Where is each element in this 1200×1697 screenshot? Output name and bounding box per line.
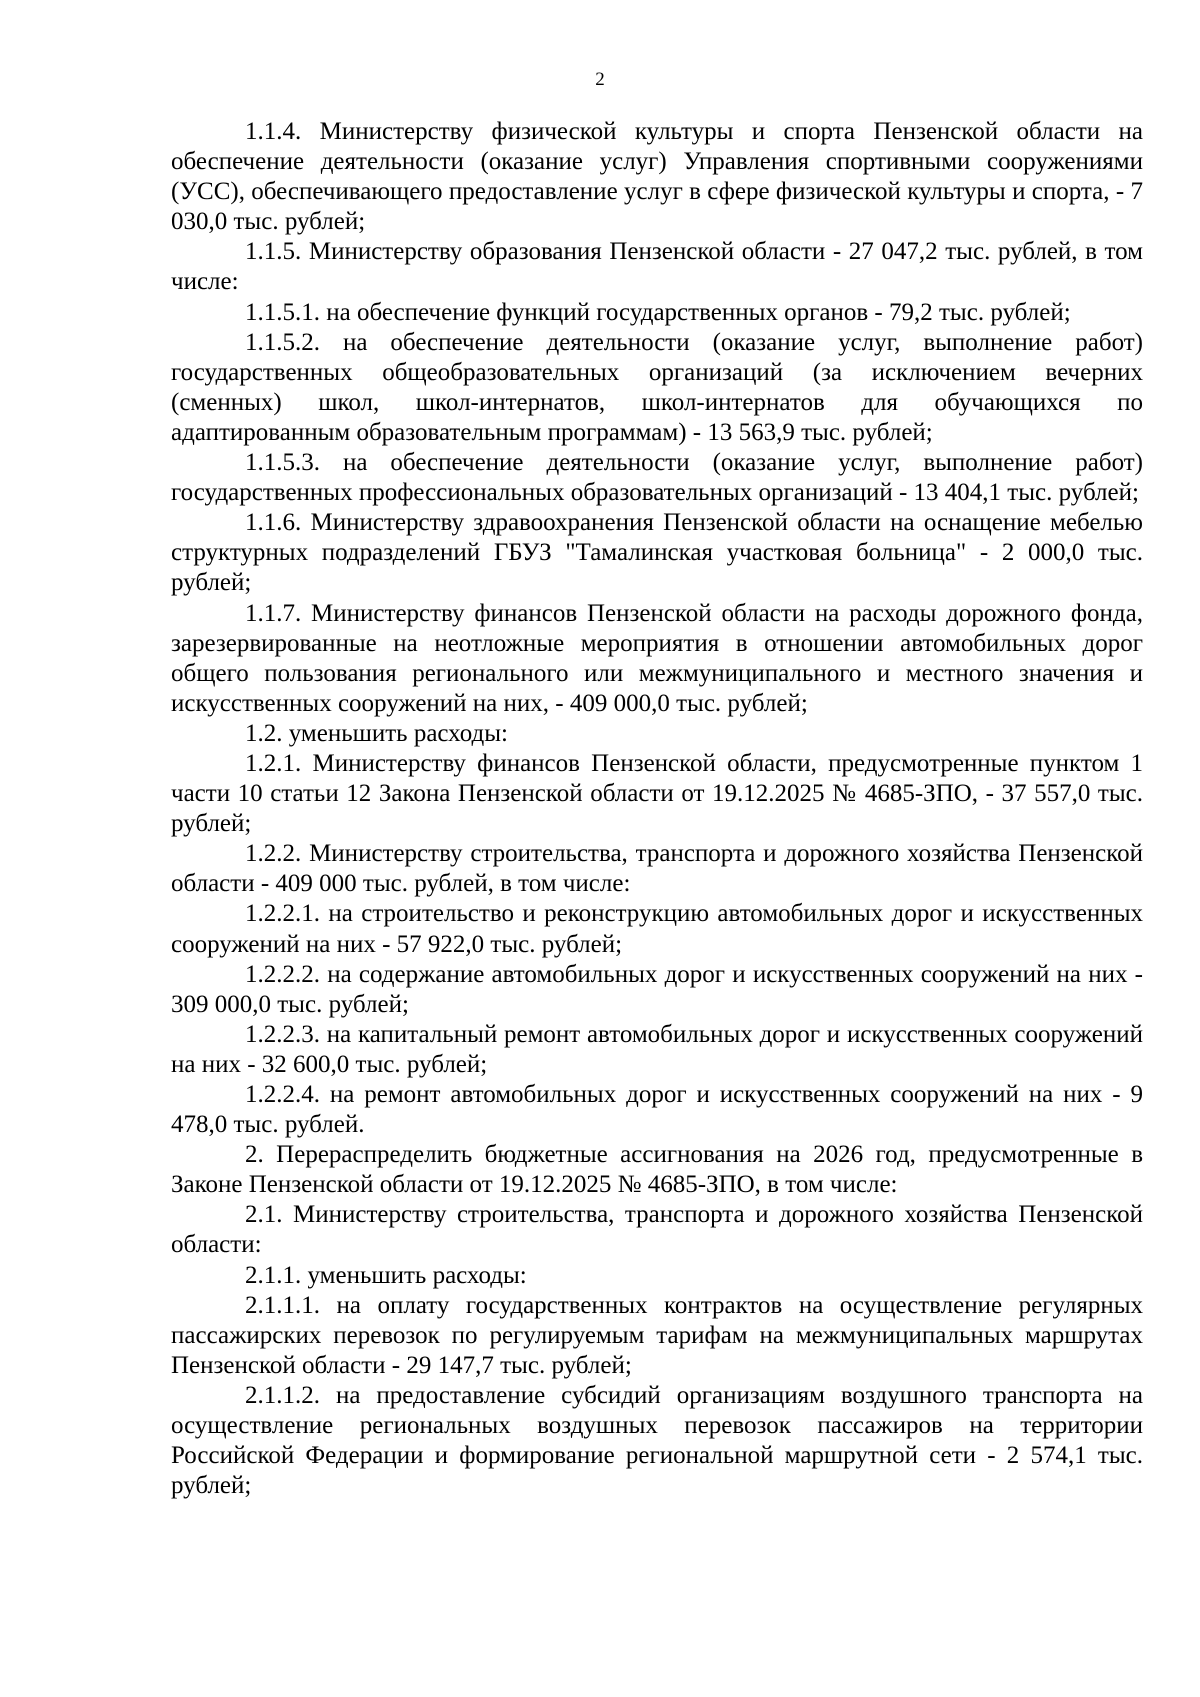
paragraph-1-1-7: 1.1.7. Министерству финансов Пензенской области на расходы дорожного фонда, зарезервированные на неотложные мероприятия в отношении автомобильных дорог общего пользования регионального или межмуниципального и местного значения и искусственных сооружений на них, - 409 000,0 тыс. рублей; [171, 599, 1143, 717]
paragraph-1-2-1: 1.2.1. Министерству финансов Пензенской области, предусмотренные пунктом 1 части 10 статьи 12 Закона Пензенской области от 19.12.2025 № 4685-ЗПО, - 37 557,0 тыс. рублей; [171, 749, 1143, 838]
paragraph-1-1-4: 1.1.4. Министерству физической культуры и спорта Пензенской области на обеспечение деятельности (оказание услуг) Управления спортивными сооружениями (УСС), обеспечивающего предоставление услуг в сфере физической культуры и спорта, - 7 030,0 тыс. рублей; [171, 118, 1143, 236]
paragraph-1-1-5: 1.1.5. Министерству образования Пензенской области - 27 047,2 тыс. рублей, в том числе: [171, 238, 1143, 296]
paragraph-1-2: 1.2. уменьшить расходы: [245, 719, 508, 747]
paragraph-2: 2. Перераспределить бюджетные ассигнования на 2026 год, предусмотренные в Законе Пензенской области от 19.12.2025 № 4685-ЗПО, в том числе: [171, 1141, 1143, 1199]
paragraph-1-2-2-4: 1.2.2.4. на ремонт автомобильных дорог и искусственных сооружений на них - 9 478,0 тыс. рублей. [171, 1081, 1143, 1139]
paragraph-1-1-5-3: 1.1.5.3. на обеспечение деятельности (оказание услуг, выполнение работ) государственных профессиональных образовательных организаций - 13 404,1 тыс. рублей; [171, 449, 1143, 507]
paragraph-1-2-2-2: 1.2.2.2. на содержание автомобильных дорог и искусственных сооружений на них - 309 000,0 тыс. рублей; [171, 960, 1143, 1018]
paragraph-2-1: 2.1. Министерству строительства, транспорта и дорожного хозяйства Пензенской области: [171, 1201, 1143, 1259]
paragraph-2-1-1-2: 2.1.1.2. на предоставление субсидий организациям воздушного транспорта на осуществление региональных воздушных перевозок пассажиров на территории Российской Федерации и формирование региональной маршрутной сети - 2 574,1 тыс. рублей; [171, 1381, 1143, 1500]
paragraph-2-1-1: 2.1.1. уменьшить расходы: [245, 1261, 527, 1289]
paragraph-1-1-6: 1.1.6. Министерству здравоохранения Пензенской области на оснащение мебелью структурных подразделений ГБУЗ "Тамалинская участковая больница" - 2 000,0 тыс. рублей; [171, 509, 1143, 597]
paragraph-1-1-5-1: 1.1.5.1. на обеспечение функций государственных органов - 79,2 тыс. рублей; [245, 298, 1071, 326]
paragraph-1-2-2: 1.2.2. Министерству строительства, транспорта и дорожного хозяйства Пензенской области - 409 000 тыс. рублей, в том числе: [171, 840, 1143, 898]
paragraph-1-2-2-3: 1.2.2.3. на капитальный ремонт автомобильных дорог и искусственных сооружений на них - 32 600,0 тыс. рублей; [171, 1020, 1143, 1078]
page-number: 2 [595, 69, 605, 90]
document-body [171, 117, 1143, 1501]
paragraph-1-1-5-2: 1.1.5.2. на обеспечение деятельности (оказание услуг, выполнение работ) государственных общеобразовательных организаций (за исключением вечерних (сменных) школ, школ-интернатов, школ-интернатов для обучающихся по адаптированным образовательным программам) - 13 563,9 тыс. рублей; [171, 328, 1143, 446]
paragraph-1-2-2-1: 1.2.2.1. на строительство и реконструкцию автомобильных дорог и искусственных сооружений на них - 57 922,0 тыс. рублей; [171, 900, 1143, 958]
paragraph-2-1-1-1: 2.1.1.1. на оплату государственных контрактов на осуществление регулярных пассажирских перевозок по регулируемым тарифам на межмуниципальных маршрутах Пензенской области - 29 147,7 тыс. рублей; [171, 1291, 1143, 1379]
